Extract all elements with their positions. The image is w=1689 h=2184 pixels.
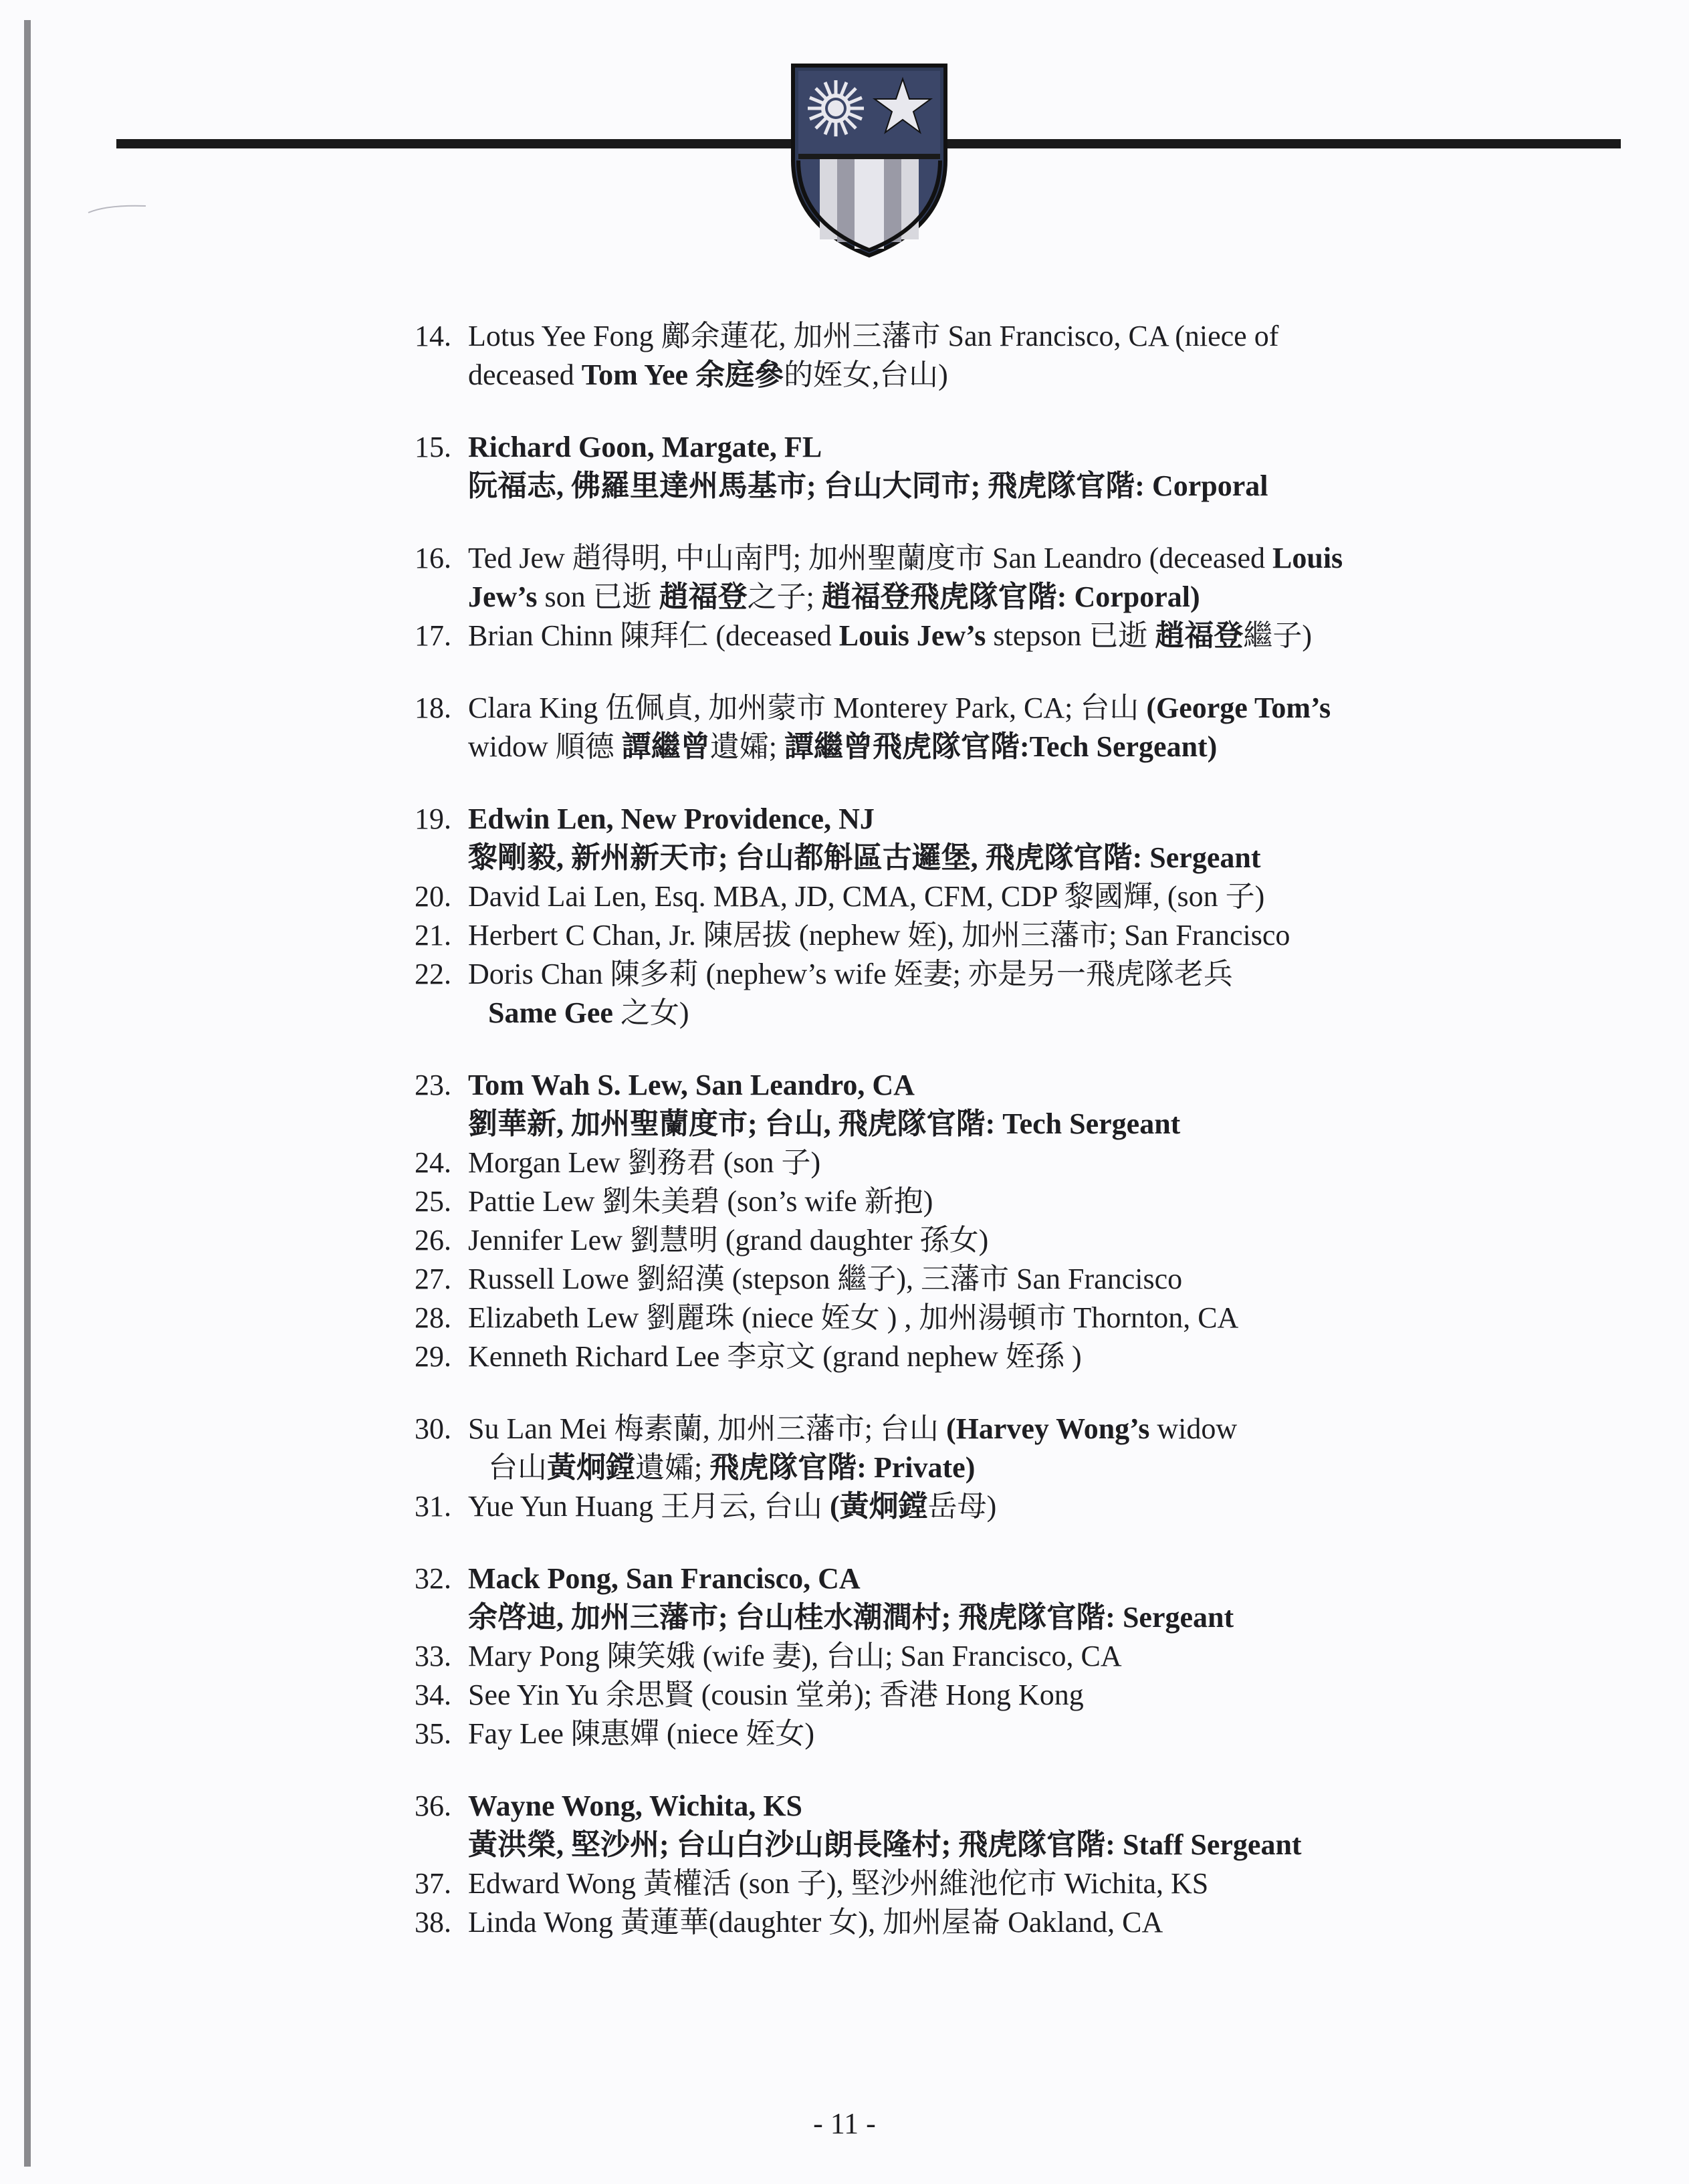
pen-smudge (87, 202, 147, 215)
cbi-shoulder-patch-icon (789, 60, 949, 261)
item-number: 17. (415, 619, 451, 652)
item-line (468, 994, 1591, 1032)
item-line (468, 1260, 1591, 1299)
list-item (415, 800, 1591, 877)
bold-text: 黃洪榮, 堅沙州; 台山白沙山朗長隆村; 飛虎隊官階: Staff Sergeant (468, 1828, 1302, 1861)
text: 繼子) (1243, 619, 1313, 652)
item-number: 36. (415, 1789, 451, 1822)
text: Linda Wong 黃蓮華(daughter 女), 加州屋崙 Oakland, CA (468, 1906, 1163, 1939)
bold-text: Mack Pong, San Francisco, CA (468, 1562, 861, 1595)
list-item (415, 1903, 1591, 1942)
list-item (415, 1715, 1591, 1753)
item-line (468, 1487, 1591, 1526)
text: David Lai Len, Esq. MBA, JD, CMA, CFM, CDP 黎國輝, (son 子) (468, 880, 1265, 913)
item-number: 15. (415, 431, 451, 463)
item-line (468, 1221, 1591, 1260)
text: Jennifer Lew 劉慧明 (grand daughter 孫女) (468, 1224, 989, 1257)
item-line (468, 617, 1591, 655)
bold-text: 趙福登飛虎隊官階: Corporal) (821, 580, 1200, 613)
list-item (415, 1260, 1591, 1299)
item-line (468, 1410, 1591, 1448)
list-item (415, 1559, 1591, 1637)
item-number: 32. (415, 1562, 451, 1595)
item-number: 26. (415, 1224, 451, 1257)
bold-text: 黃炯鏜 (547, 1451, 635, 1484)
list-item (415, 317, 1591, 395)
list-item (415, 1182, 1591, 1221)
text: Herbert C Chan, Jr. 陳居拔 (nephew 姪), 加州三藩市; San Francisco (468, 919, 1290, 952)
text: 之子; (747, 580, 822, 613)
list-item (415, 1143, 1591, 1182)
attendee-list (415, 317, 1591, 1942)
item-line (468, 916, 1591, 955)
item-line (468, 1826, 1591, 1864)
bold-text: (Harvey Wong’s (945, 1412, 1150, 1445)
item-line (468, 1299, 1591, 1337)
bold-text: 趙福登 (659, 580, 748, 613)
text: Clara King 伍佩貞, 加州蒙市 Monterey Park, CA; 台山 (468, 691, 1147, 724)
text: deceased (468, 358, 582, 391)
item-line (468, 317, 1591, 356)
text: Fay Lee 陳惠嬋 (niece 姪女) (468, 1717, 815, 1750)
item-number: 30. (415, 1412, 451, 1445)
list-item (415, 1676, 1591, 1715)
list-item (415, 916, 1591, 955)
item-line (468, 1903, 1591, 1942)
list-item (415, 539, 1591, 617)
text: stepson 已逝 (986, 619, 1155, 652)
text: 岳母) (927, 1490, 997, 1523)
list-item (415, 1637, 1591, 1676)
item-line (468, 1143, 1591, 1182)
text: Ted Jew 趙得明, 中山南門; 加州聖蘭度市 San Leandro (deceased (468, 542, 1272, 574)
item-line (468, 578, 1591, 617)
item-number: 20. (415, 880, 451, 913)
item-number: 19. (415, 802, 451, 835)
item-number: 35. (415, 1717, 451, 1750)
text: widow (1149, 1412, 1238, 1445)
item-line (468, 1105, 1591, 1143)
list-item (415, 1221, 1591, 1260)
list-item (415, 877, 1591, 916)
item-number: 33. (415, 1640, 451, 1672)
bold-text: Tom Wah S. Lew, San Leandro, CA (468, 1069, 915, 1101)
item-number: 28. (415, 1301, 451, 1334)
text: Brian Chinn 陳拜仁 (deceased (468, 619, 839, 652)
text: Yue Yun Huang 王月云, 台山 (468, 1490, 830, 1523)
text: 遺孀; (635, 1451, 710, 1484)
list-item (415, 1787, 1591, 1864)
bold-text: (黃炯鏜 (830, 1490, 928, 1523)
bold-text: Louis (1272, 542, 1343, 574)
item-line (468, 428, 1591, 467)
bold-text: (George Tom’s (1146, 691, 1331, 724)
text: 台山 (488, 1451, 547, 1484)
item-line (468, 728, 1591, 766)
list-item (415, 1864, 1591, 1903)
bold-text: 譚繼曾飛虎隊官階:Tech Sergeant) (784, 730, 1218, 763)
list-item (415, 1299, 1591, 1337)
bold-text: Richard Goon, Margate, FL (468, 431, 822, 463)
bold-text: Louis Jew’s (838, 619, 986, 652)
list-item (415, 689, 1591, 766)
bold-text: 阮福志, 佛羅里達州馬基市; 台山大同市; 飛虎隊官階: Corporal (468, 469, 1268, 502)
item-number: 18. (415, 691, 451, 724)
item-number: 16. (415, 542, 451, 574)
item-number: 24. (415, 1146, 451, 1179)
item-line (468, 1337, 1591, 1376)
text: Lotus Yee Fong 鄺余蓮花, 加州三藩市 San Francisco, CA (niece of (468, 320, 1279, 352)
item-line (468, 1864, 1591, 1903)
item-number: 14. (415, 320, 451, 352)
list-item (415, 1410, 1591, 1487)
item-line (468, 955, 1591, 994)
bold-text: 趙福登 (1155, 619, 1244, 652)
text: 之女) (612, 996, 689, 1029)
item-line (468, 1598, 1591, 1637)
text: Su Lan Mei 梅素蘭, 加州三藩市; 台山 (468, 1412, 946, 1445)
bold-text: 余啓迪, 加州三藩市; 台山桂水潮澗村; 飛虎隊官階: Sergeant (468, 1601, 1234, 1634)
bold-text: Jew’s (468, 580, 538, 613)
list-item (415, 617, 1591, 655)
item-number: 25. (415, 1185, 451, 1218)
item-line (468, 1637, 1591, 1676)
item-line (468, 1182, 1591, 1221)
item-line (468, 1787, 1591, 1826)
item-line (468, 689, 1591, 728)
page-number: - 11 - (813, 2107, 876, 2140)
item-line (468, 1448, 1591, 1487)
text: 的姪女,台山) (784, 358, 948, 391)
bold-text: 黎剛毅, 新州新天市; 台山都斛區古邏堡, 飛虎隊官階: Sergeant (468, 841, 1261, 874)
text: See Yin Yu 余思賢 (cousin 堂弟); 香港 Hong Kong (468, 1678, 1084, 1711)
item-line (468, 839, 1591, 877)
item-number: 31. (415, 1490, 451, 1523)
bold-text: 譚繼曾 (621, 730, 710, 763)
item-line (468, 539, 1591, 578)
text: Doris Chan 陳多莉 (nephew’s wife 姪妻; 亦是另一飛虎隊老兵 (468, 958, 1233, 990)
item-number: 21. (415, 919, 451, 952)
text: son 已逝 (537, 580, 659, 613)
text: Morgan Lew 劉務君 (son 子) (468, 1146, 821, 1179)
item-line (468, 1676, 1591, 1715)
item-line (468, 1559, 1591, 1598)
bold-text: Edwin Len, New Providence, NJ (468, 802, 875, 835)
item-number: 29. (415, 1340, 451, 1373)
item-line (468, 1066, 1591, 1105)
item-line (468, 1715, 1591, 1753)
text: Mary Pong 陳笑娥 (wife 妻), 台山; San Francisco, CA (468, 1640, 1122, 1672)
text: Kenneth Richard Lee 李京文 (grand nephew 姪孫 ) (468, 1340, 1082, 1373)
item-number: 23. (415, 1069, 451, 1101)
bold-text: Tom Yee 余庭參 (581, 358, 784, 391)
list-item (415, 955, 1591, 1032)
item-line (468, 467, 1591, 506)
list-item (415, 1066, 1591, 1143)
binding-line (24, 20, 31, 2167)
text: Pattie Lew 劉朱美碧 (son’s wife 新抱) (468, 1185, 933, 1218)
item-line (468, 877, 1591, 916)
bold-text: Wayne Wong, Wichita, KS (468, 1789, 803, 1822)
text: Russell Lowe 劉紹漢 (stepson 繼子), 三藩市 San Francisco (468, 1263, 1183, 1295)
bold-text: 劉華新, 加州聖蘭度市; 台山, 飛虎隊官階: Tech Sergeant (468, 1107, 1181, 1140)
list-item (415, 428, 1591, 506)
item-number: 37. (415, 1867, 451, 1900)
bold-text: 飛虎隊官階: Private) (709, 1451, 976, 1484)
text: Edward Wong 黃權活 (son 子), 堅沙州維池佗市 Wichita, KS (468, 1867, 1209, 1900)
item-line (468, 356, 1591, 395)
item-number: 38. (415, 1906, 451, 1939)
list-item (415, 1487, 1591, 1526)
text: 遺孀; (709, 730, 785, 763)
bold-text: Same Gee (488, 996, 613, 1029)
text: widow 順德 (468, 730, 622, 763)
list-item (415, 1337, 1591, 1376)
item-number: 27. (415, 1263, 451, 1295)
item-line (468, 800, 1591, 839)
item-number: 22. (415, 958, 451, 990)
item-number: 34. (415, 1678, 451, 1711)
text: Elizabeth Lew 劉麗珠 (niece 姪女 ) , 加州湯頓市 Thornton, CA (468, 1301, 1239, 1334)
